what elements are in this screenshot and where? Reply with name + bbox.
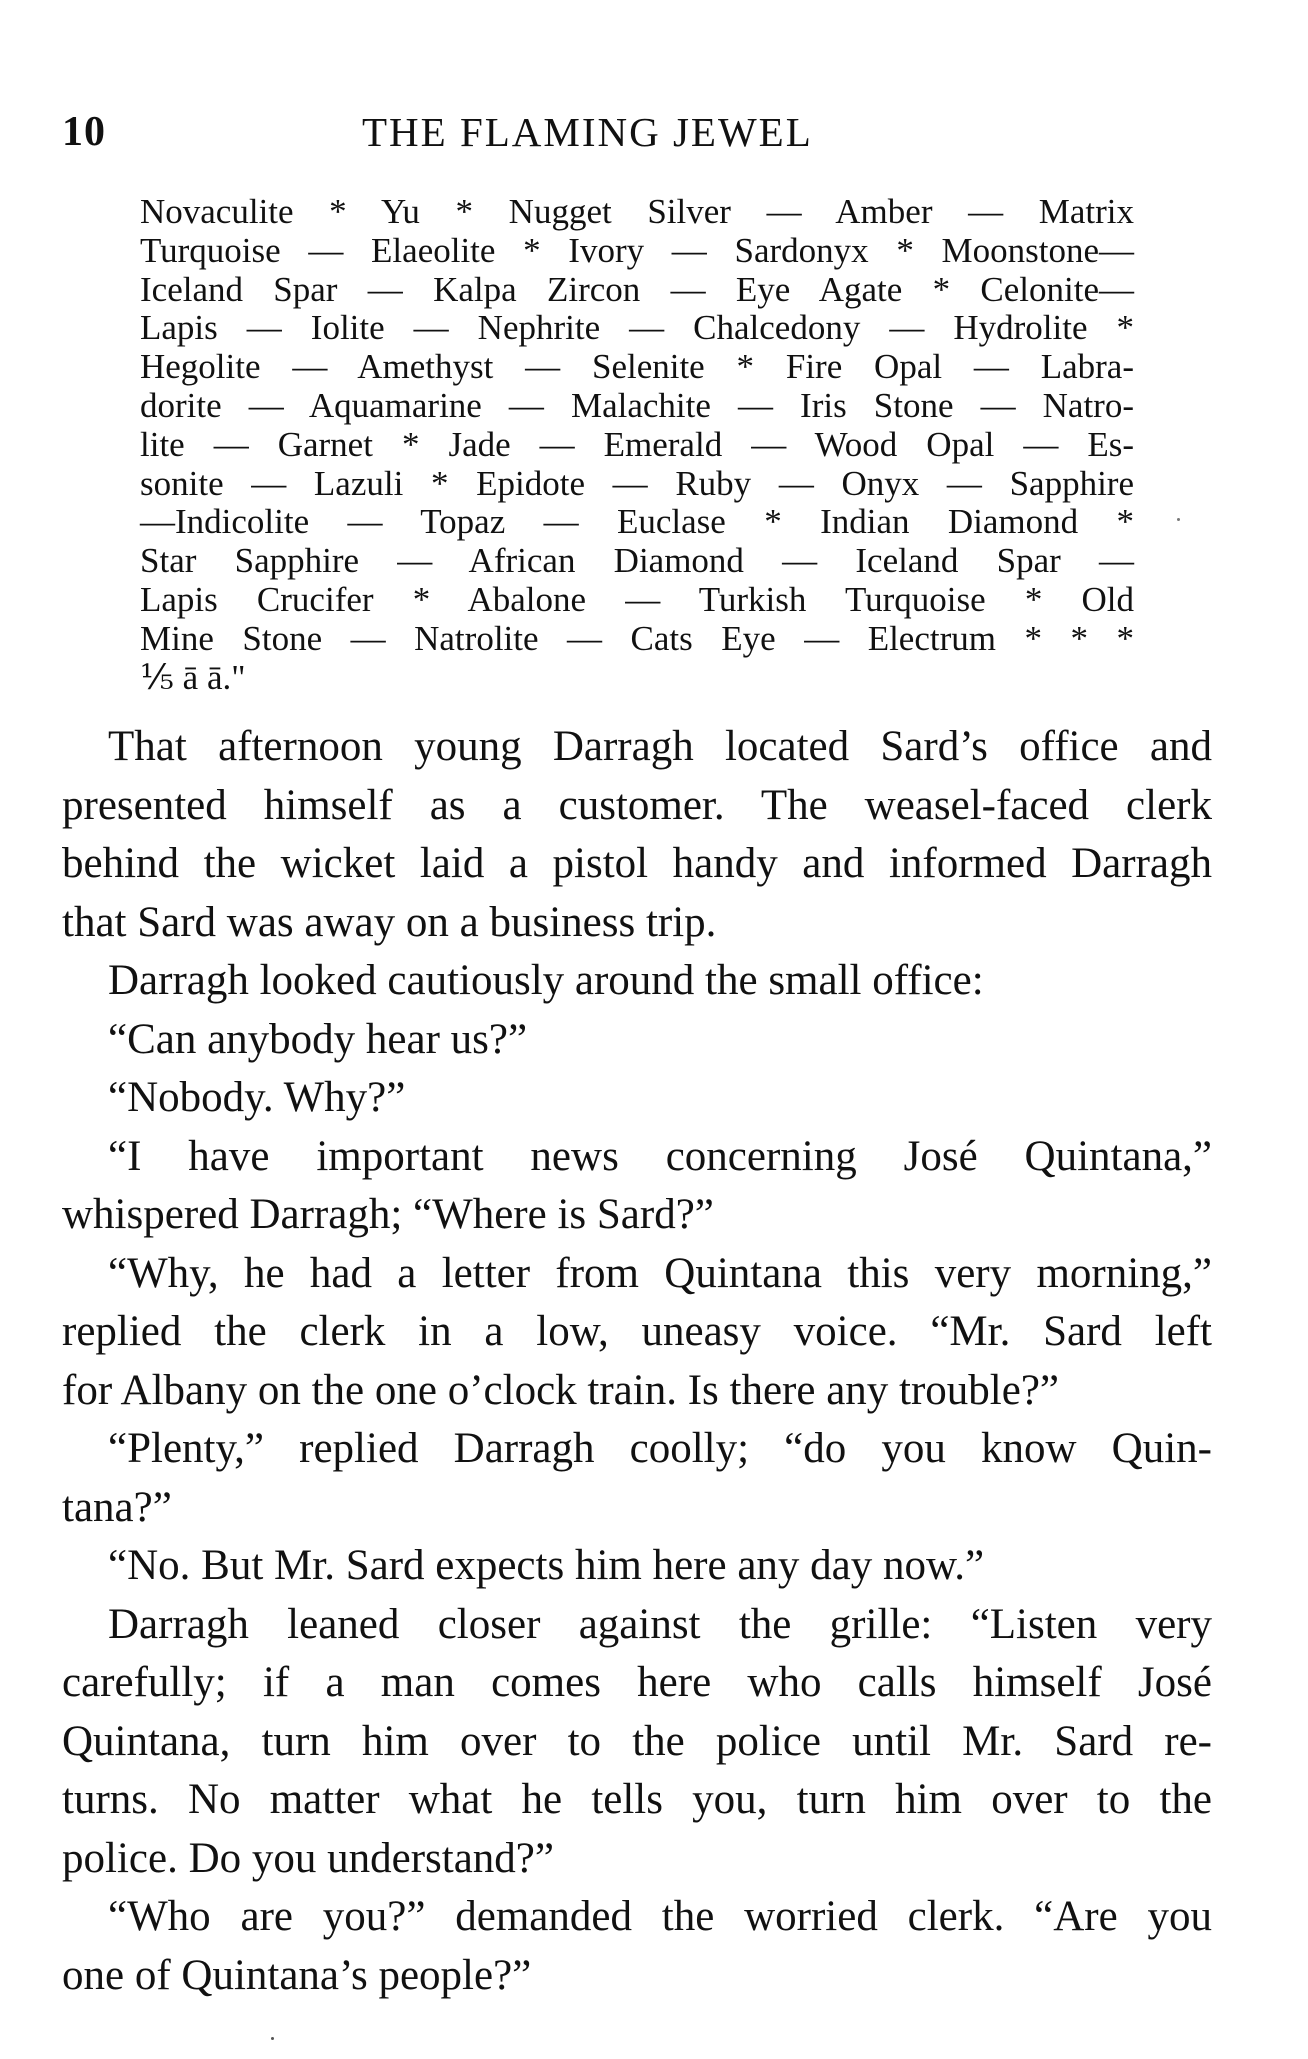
text-line: “Why, he had a letter from Quintana this very morning,” — [108, 1249, 1212, 1297]
gem-list-line: sonite — Lazuli * Epidote — Ruby — Onyx — Sapphire — [140, 463, 1134, 503]
text-line: replied the clerk in a low, uneasy voice. “Mr. Sard left — [62, 1308, 1212, 1355]
text-line: “I have important news concerning José Quintana,” — [108, 1132, 1212, 1180]
text-line: for Albany on the one o’clock train. Is there any trouble?” — [62, 1366, 1059, 1414]
body-text — [62, 718, 1212, 2005]
page-number: 10 — [62, 109, 106, 155]
gem-list-line: Lapis — Iolite — Nephrite — Chalcedony — Hydrolite * — [140, 308, 1134, 348]
text-line: Darragh leaned closer against the grille: “Listen very — [108, 1600, 1212, 1648]
text-line: “Nobody. Why?” — [108, 1074, 406, 1121]
gem-list-line: Turquoise — Elaeolite * Ivory — Sardonyx * Moonstone— — [140, 230, 1134, 270]
gem-list-line: Lapis Crucifer * Abalone — Turkish Turquoise * Old — [140, 579, 1134, 619]
gem-list-quotation — [140, 193, 1134, 697]
text-line: “Can anybody hear us?” — [108, 1015, 528, 1063]
book-title-header: THE FLAMING JEWEL — [362, 109, 813, 155]
text-line: Quintana, turn him over to the police until Mr. Sard re- — [62, 1717, 1212, 1765]
text-line: presented himself as a customer. The weasel-faced clerk — [62, 781, 1212, 829]
text-line: That afternoon young Darragh located Sard’s office and — [108, 723, 1212, 770]
text-line: tana?” — [62, 1483, 172, 1531]
text-line: turns. No matter what he tells you, turn him over to the — [62, 1776, 1212, 1823]
text-line: carefully; if a man comes here who calls himself José — [62, 1659, 1212, 1706]
gem-list-line: —Indicolite — Topaz — Euclase * Indian Diamond * — [140, 502, 1134, 542]
text-line: that Sard was away on a business trip. — [62, 898, 717, 946]
gem-list-line: dorite — Aquamarine — Malachite — Iris Stone — Natro- — [140, 385, 1134, 425]
text-line: Darragh looked cautiously around the small office: — [108, 957, 984, 1004]
gem-list-line: lite — Garnet * Jade — Emerald — Wood Opal — Es- — [140, 424, 1134, 464]
text-line: behind the wicket laid a pistol handy and informed Darragh — [62, 840, 1212, 887]
gem-list-line: Novaculite * Yu * Nugget Silver — Amber — Matrix — [140, 192, 1134, 231]
print-speck — [1177, 518, 1180, 521]
text-line: “Plenty,” replied Darragh coolly; “do you know Quin- — [108, 1425, 1212, 1472]
text-line: “No. But Mr. Sard expects him here any day now.” — [108, 1542, 985, 1589]
text-line: one of Quintana’s people?” — [62, 1951, 532, 1999]
gem-list-line: Star Sapphire — African Diamond — Iceland Spar — — [140, 541, 1134, 581]
gem-list-line: Mine Stone — Natrolite — Cats Eye — Electrum * * * — [140, 618, 1134, 658]
gem-list-line: ⅕ ā ā." — [140, 657, 246, 697]
print-speck — [271, 2037, 274, 2040]
gem-list-line: Hegolite — Amethyst — Selenite * Fire Opal — Labra- — [140, 347, 1134, 387]
text-line: whispered Darragh; “Where is Sard?” — [62, 1191, 714, 1238]
gem-list-line: Iceland Spar — Kalpa Zircon — Eye Agate * Celonite— — [140, 269, 1134, 309]
running-head — [62, 108, 1212, 164]
text-line: “Who are you?” demanded the worried clerk. “Are you — [108, 1893, 1212, 1940]
text-line: police. Do you understand?” — [62, 1834, 554, 1882]
